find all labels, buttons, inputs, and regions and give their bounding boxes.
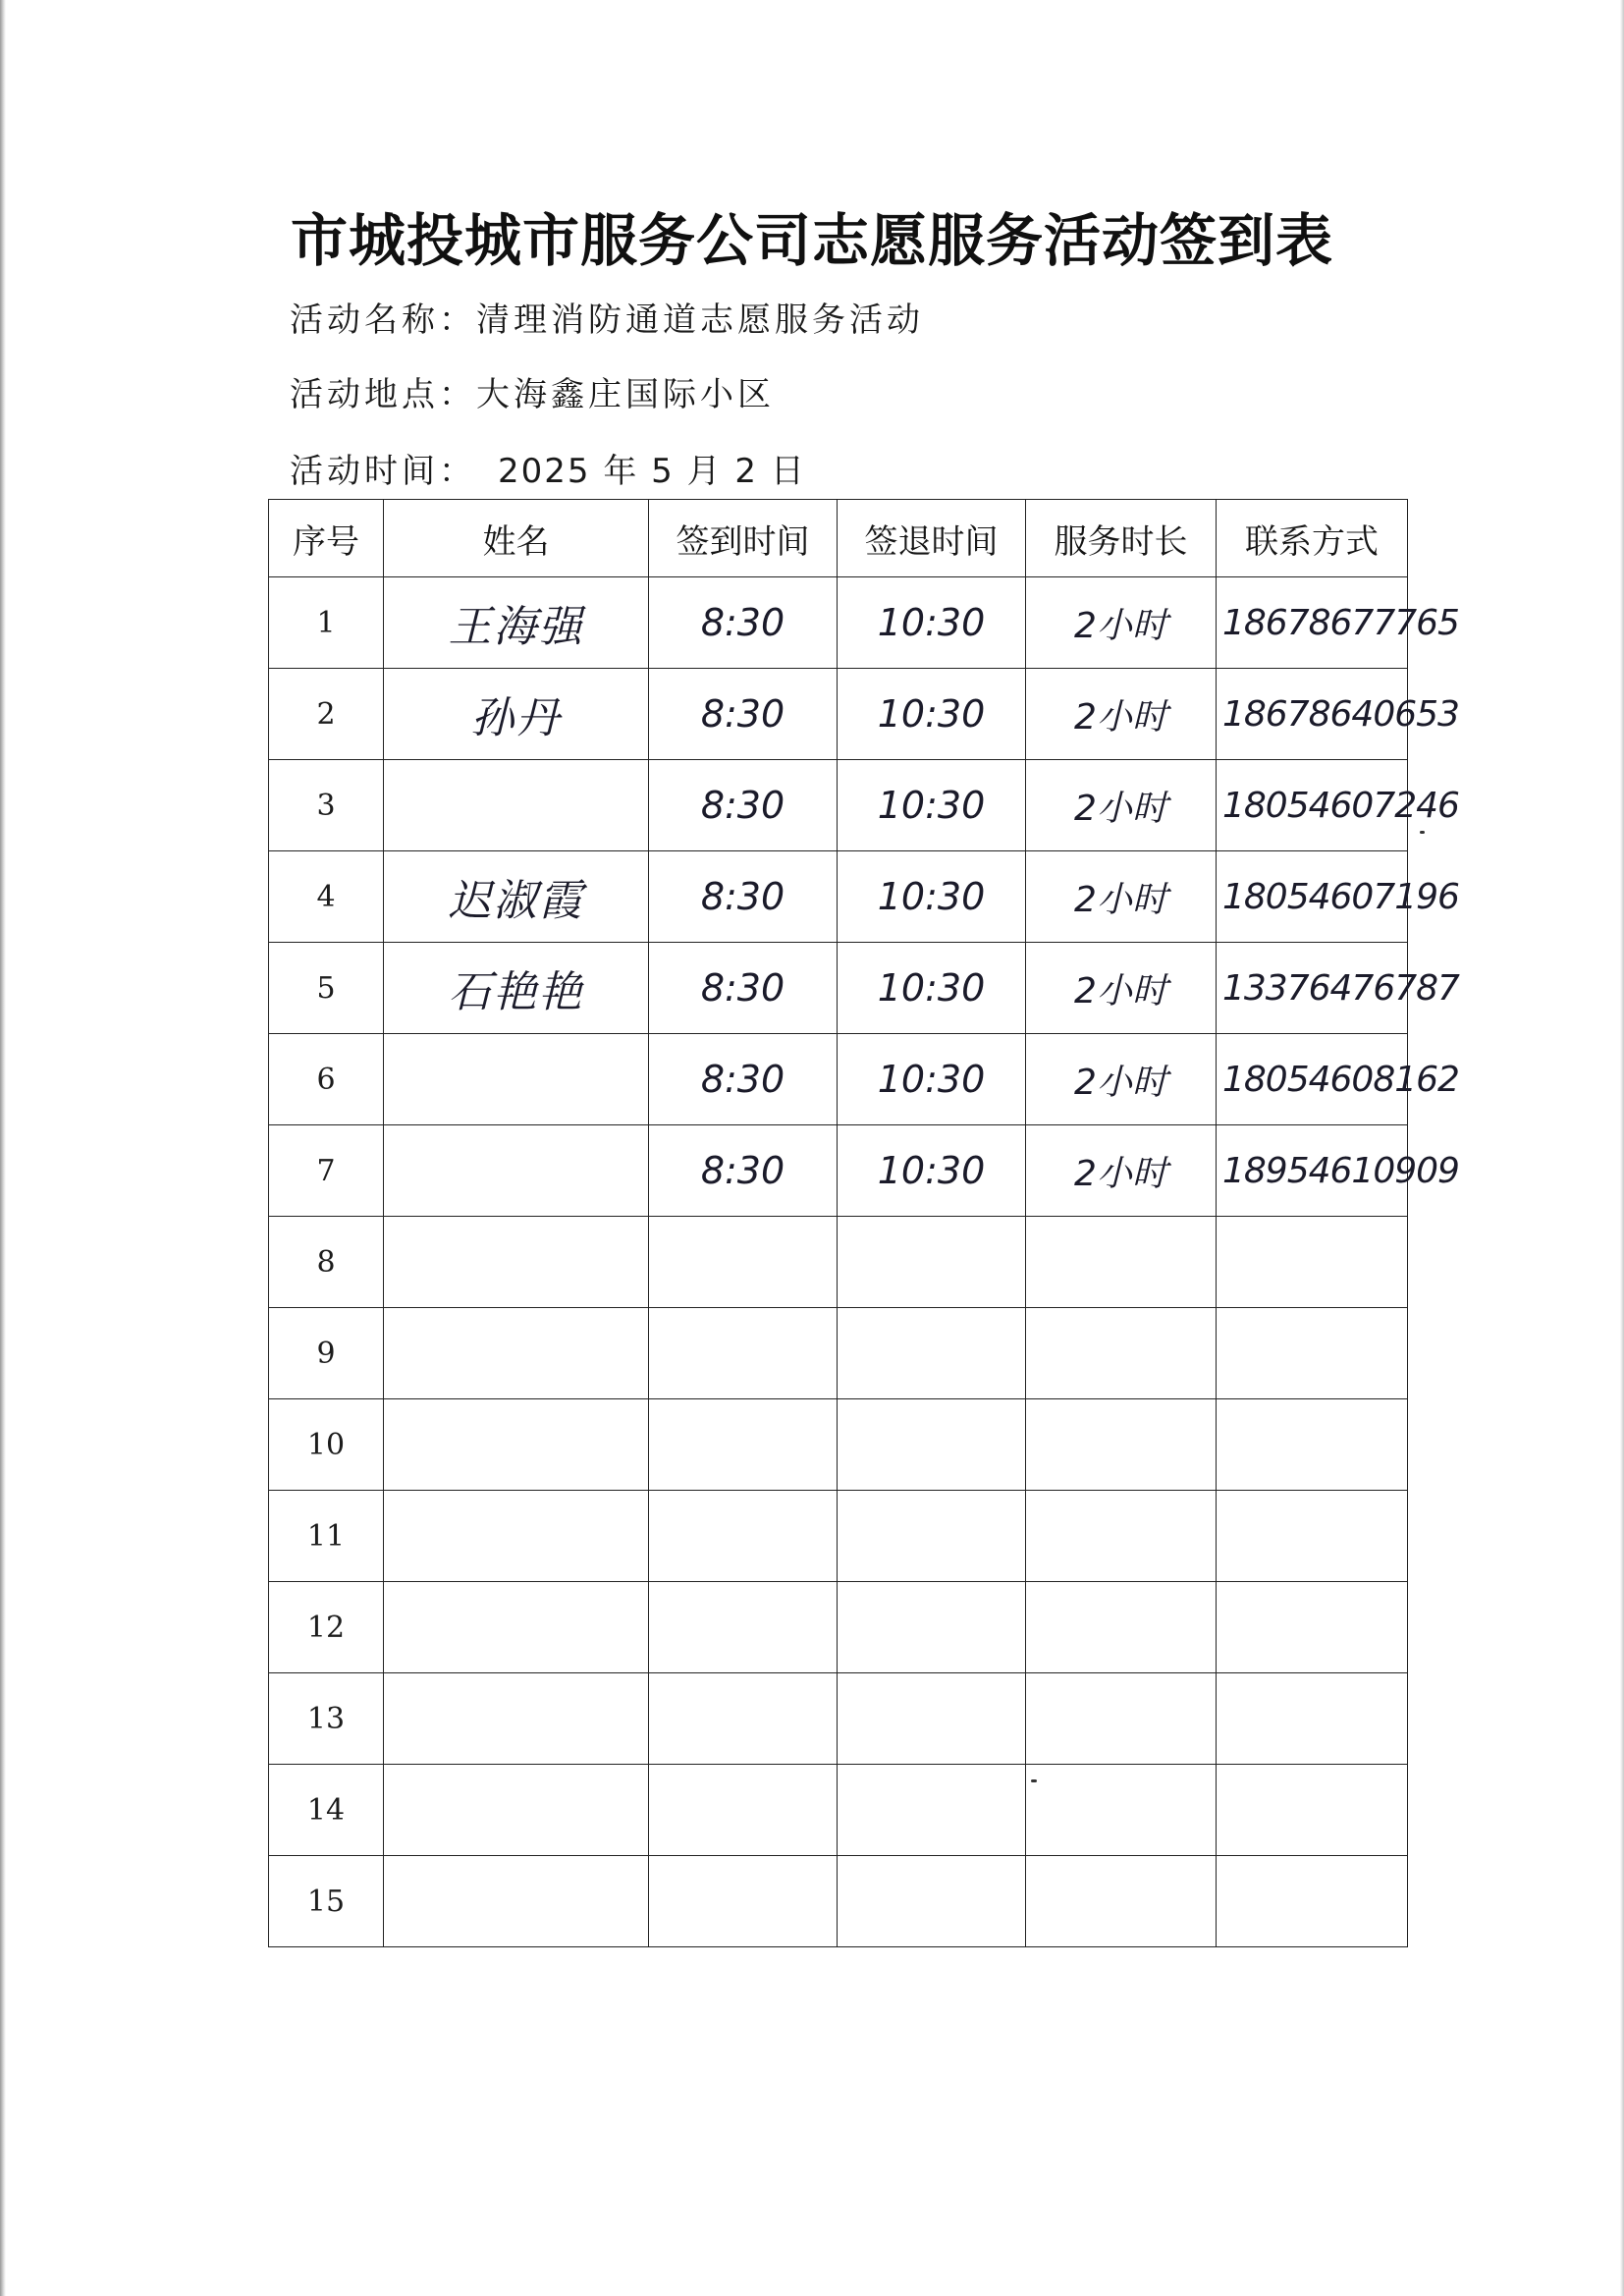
cell-contact <box>1217 1491 1408 1582</box>
cell-sign-out <box>838 1491 1026 1582</box>
cell-duration: 2小时 <box>1026 1125 1217 1217</box>
cell-sign-out: 10:30 <box>838 1034 1026 1125</box>
cell-duration <box>1026 1399 1217 1491</box>
cell-sign-in <box>649 1491 838 1582</box>
cell-contact <box>1217 1856 1408 1947</box>
cell-name <box>384 1217 649 1308</box>
cell-name <box>384 1856 649 1947</box>
cell-sign-in: 8:30 <box>649 1125 838 1217</box>
activity-time-value: 2025 年 5 月 2 日 <box>498 452 806 491</box>
header-name: 姓名 <box>384 500 649 577</box>
cell-duration <box>1026 1673 1217 1765</box>
table-row <box>269 1399 1408 1491</box>
cell-duration <box>1026 1765 1217 1856</box>
cell-no: 11 <box>269 1491 384 1582</box>
cell-duration: 2小时 <box>1026 760 1217 851</box>
table-body <box>269 577 1459 1947</box>
table-row <box>269 1673 1408 1765</box>
cell-no: 15 <box>269 1856 384 1947</box>
cell-sign-in: 8:30 <box>649 577 838 669</box>
cell-contact: 18678640653 <box>1217 669 1408 760</box>
table-row <box>269 851 1408 943</box>
cell-sign-in <box>649 1765 838 1856</box>
stray-mark <box>1420 831 1425 834</box>
cell-duration: 2小时 <box>1026 669 1217 760</box>
table-row <box>269 943 1408 1034</box>
header-duration: 服务时长 <box>1026 500 1217 577</box>
activity-name-line <box>290 293 924 341</box>
cell-contact: 18054608162 <box>1217 1034 1408 1125</box>
cell-name <box>384 1399 649 1491</box>
table-row <box>269 1582 1408 1673</box>
scan-edge-right <box>1620 0 1624 2296</box>
table-row <box>269 760 1408 851</box>
header-sign-in: 签到时间 <box>649 500 838 577</box>
cell-no: 9 <box>269 1308 384 1399</box>
cell-no: 2 <box>269 669 384 760</box>
cell-sign-in <box>649 1582 838 1673</box>
document-title: 市城投城市服务公司志愿服务活动签到表 <box>290 207 1333 274</box>
cell-name <box>384 1491 649 1582</box>
cell-contact <box>1217 1765 1408 1856</box>
cell-sign-out: 10:30 <box>838 851 1026 943</box>
cell-name: 迟淑霞 <box>384 851 649 943</box>
table-row <box>269 1217 1408 1308</box>
cell-sign-out <box>838 1856 1026 1947</box>
cell-sign-in <box>649 1673 838 1765</box>
cell-no: 5 <box>269 943 384 1034</box>
cell-sign-in <box>649 1217 838 1308</box>
activity-place-label: 活动地点： <box>290 375 476 414</box>
activity-time-label: 活动时间： <box>290 452 476 491</box>
cell-contact: 13376476787 <box>1217 943 1408 1034</box>
activity-place-line <box>290 367 775 415</box>
cell-name <box>384 760 649 851</box>
cell-sign-out: 10:30 <box>838 760 1026 851</box>
header-sign-out: 签退时间 <box>838 500 1026 577</box>
table-header-row <box>269 500 1408 577</box>
cell-no: 6 <box>269 1034 384 1125</box>
cell-name <box>384 1034 649 1125</box>
cell-name: 王海强 <box>384 577 649 669</box>
stray-mark <box>1031 1779 1037 1782</box>
cell-sign-in: 8:30 <box>649 760 838 851</box>
activity-time-line <box>290 444 806 492</box>
cell-sign-in <box>649 1308 838 1399</box>
cell-sign-out <box>838 1399 1026 1491</box>
cell-name: 孙丹 <box>384 669 649 760</box>
cell-sign-out <box>838 1308 1026 1399</box>
cell-duration <box>1026 1856 1217 1947</box>
table-row <box>269 1125 1408 1217</box>
cell-duration <box>1026 1217 1217 1308</box>
cell-no: 3 <box>269 760 384 851</box>
cell-sign-out <box>838 1582 1026 1673</box>
cell-name <box>384 1308 649 1399</box>
cell-duration: 2小时 <box>1026 943 1217 1034</box>
cell-duration <box>1026 1491 1217 1582</box>
cell-contact <box>1217 1217 1408 1308</box>
cell-sign-out <box>838 1217 1026 1308</box>
cell-contact <box>1217 1673 1408 1765</box>
cell-name <box>384 1765 649 1856</box>
cell-duration: 2小时 <box>1026 577 1217 669</box>
cell-no: 13 <box>269 1673 384 1765</box>
cell-no: 4 <box>269 851 384 943</box>
cell-sign-out: 10:30 <box>838 943 1026 1034</box>
table-row <box>269 1856 1408 1947</box>
cell-sign-out <box>838 1765 1026 1856</box>
cell-sign-in: 8:30 <box>649 943 838 1034</box>
cell-no: 12 <box>269 1582 384 1673</box>
cell-contact: 18054607196 <box>1217 851 1408 943</box>
cell-contact <box>1217 1399 1408 1491</box>
cell-no: 7 <box>269 1125 384 1217</box>
cell-sign-in <box>649 1856 838 1947</box>
cell-duration <box>1026 1308 1217 1399</box>
cell-contact <box>1217 1582 1408 1673</box>
table-row <box>269 577 1408 669</box>
cell-name: 石艳艳 <box>384 943 649 1034</box>
cell-no: 10 <box>269 1399 384 1491</box>
table-row <box>269 669 1408 760</box>
cell-name <box>384 1673 649 1765</box>
activity-name-label: 活动名称： <box>290 301 476 340</box>
activity-name-value: 清理消防通道志愿服务活动 <box>476 301 924 340</box>
cell-duration: 2小时 <box>1026 1034 1217 1125</box>
header-contact: 联系方式 <box>1217 500 1408 577</box>
table-row <box>269 1034 1408 1125</box>
header-no: 序号 <box>269 500 384 577</box>
cell-name <box>384 1125 649 1217</box>
cell-contact: 18054607246 <box>1217 760 1408 851</box>
cell-no: 8 <box>269 1217 384 1308</box>
sign-in-table <box>268 499 1459 1947</box>
cell-no: 14 <box>269 1765 384 1856</box>
cell-sign-out <box>838 1673 1026 1765</box>
cell-sign-out: 10:30 <box>838 1125 1026 1217</box>
cell-sign-in: 8:30 <box>649 1034 838 1125</box>
cell-sign-in <box>649 1399 838 1491</box>
cell-sign-out: 10:30 <box>838 577 1026 669</box>
cell-sign-in: 8:30 <box>649 669 838 760</box>
cell-duration: 2小时 <box>1026 851 1217 943</box>
activity-place-value: 大海鑫庄国际小区 <box>476 375 775 414</box>
cell-sign-out: 10:30 <box>838 669 1026 760</box>
cell-no: 1 <box>269 577 384 669</box>
cell-sign-in: 8:30 <box>649 851 838 943</box>
scan-edge-left <box>0 0 6 2296</box>
table-row <box>269 1308 1408 1399</box>
cell-contact <box>1217 1308 1408 1399</box>
cell-duration <box>1026 1582 1217 1673</box>
table-row <box>269 1765 1408 1856</box>
cell-contact: 18954610909 <box>1217 1125 1408 1217</box>
cell-contact: 18678677765 <box>1217 577 1408 669</box>
table-row <box>269 1491 1408 1582</box>
cell-name <box>384 1582 649 1673</box>
